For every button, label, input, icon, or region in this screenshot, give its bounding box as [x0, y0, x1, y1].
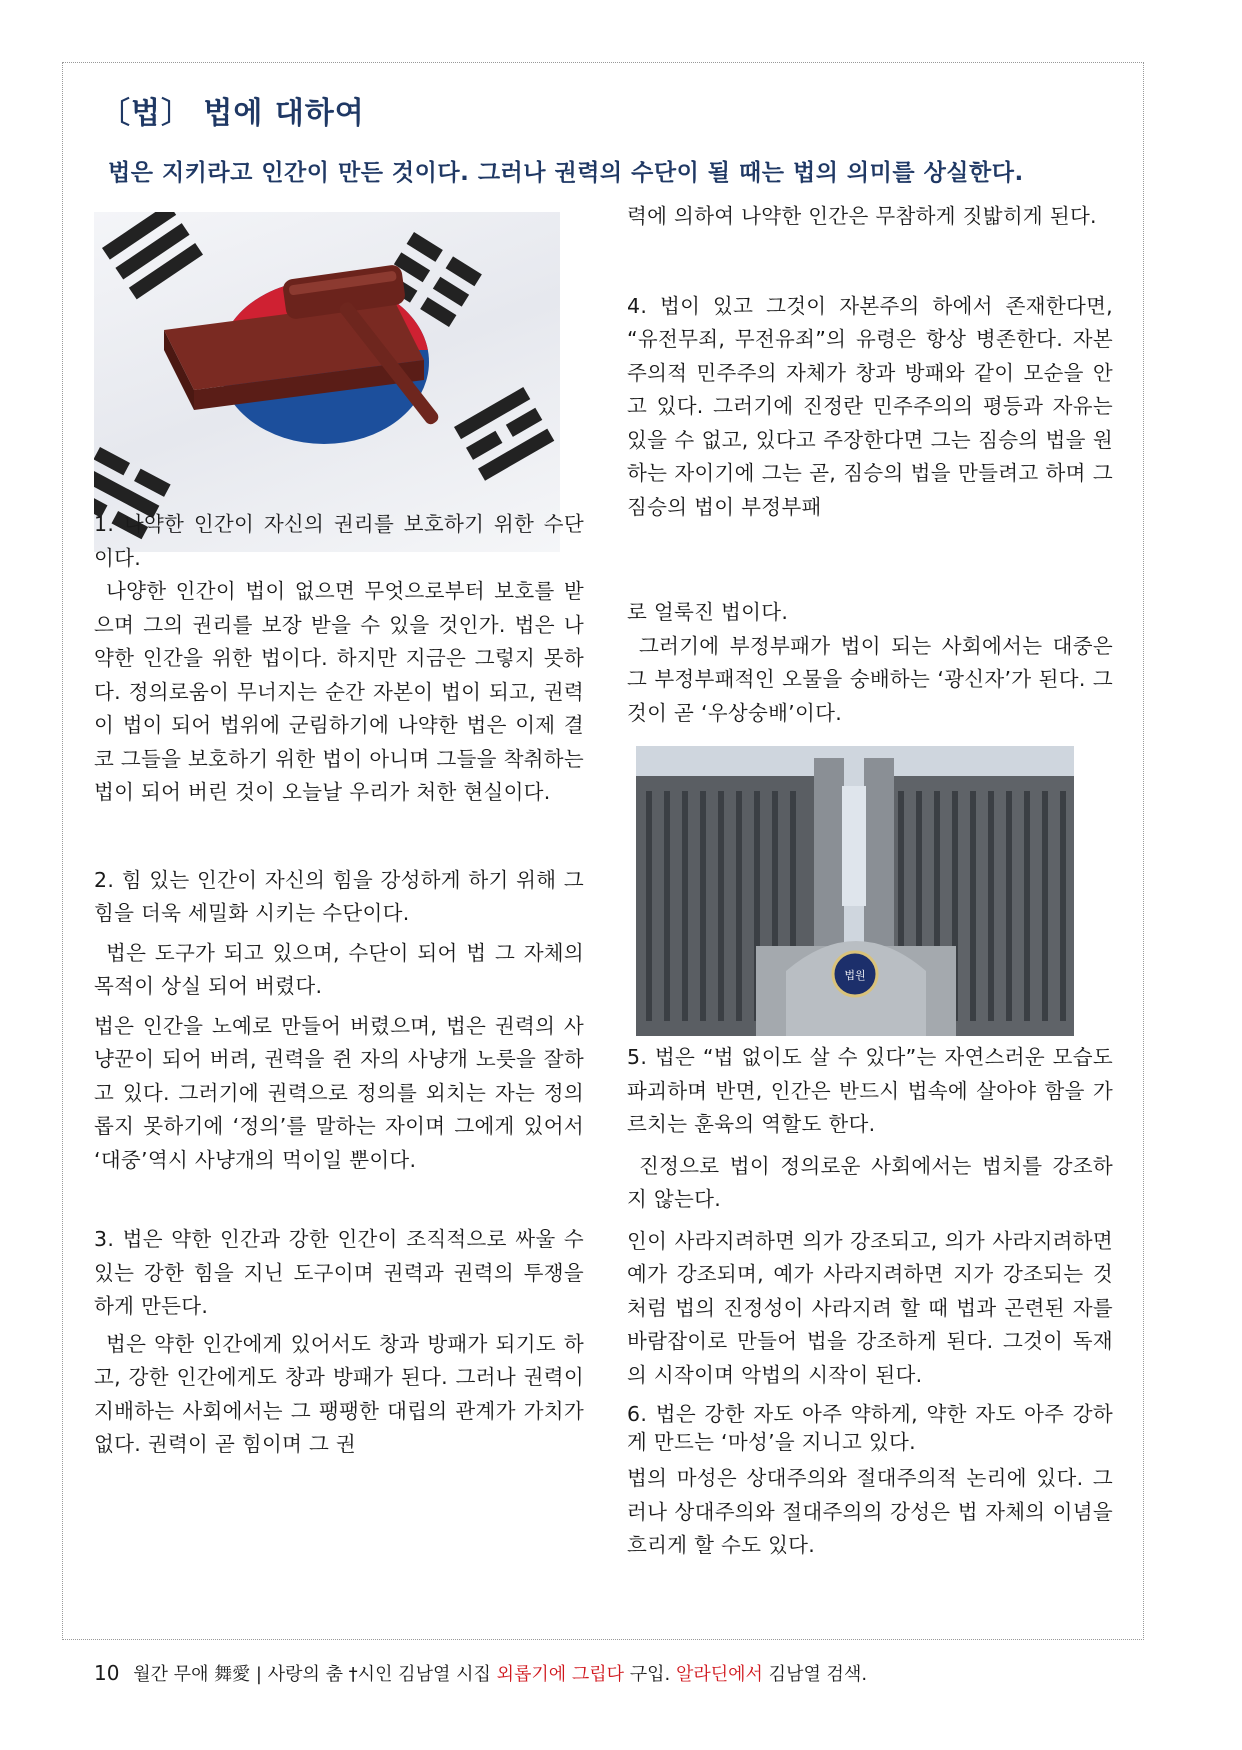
section-4-body-2: 그러기에 부정부패가 법이 되는 사회에서는 대중은 그 부정부패적인 오물을 숭배하는 ‘광신자’가 된다. 그것이 곧 ‘우상숭배’이다.: [627, 633, 1113, 725]
section-1-heading: 1. 나약한 인간이 자신의 권리를 보호하기 위한 수단이다.: [94, 512, 584, 570]
court-emblem-label: 법원: [844, 969, 866, 982]
page-footer: [94, 1660, 867, 1686]
section-3-body: 법은 약한 인간에게 있어서도 창과 방패가 되기도 하고, 강한 인간에게도 창과 방패가 된다. 그러나 권력이 지배하는 사회에서는 그 팽팽한 대립의 관계가 가치가 없다. 권력이 곧 힘이며 그 권: [94, 1331, 584, 1456]
section-3-heading: 3. 법은 약한 인간과 강한 인간이 조직적으로 싸울 수 있는 강한 힘을 지닌 도구이며 권력과 권력의 투쟁을 하게 만든다.: [94, 1227, 584, 1318]
section-5-body-2: 인이 사라지려하면 의가 강조되고, 의가 사라지려하면 예가 강조되며, 예가 사라지려하면 지가 강조되는 것처럼 법의 진정성이 사라지려 할 때 법과 곤련된 자를 바람잡이로 만들어 법을 강조하게 된다. 그것이 독재의 시작이며 악법의 시작이 된다.: [627, 1228, 1113, 1387]
section-2-heading: 2. 힘 있는 인간이 자신의 힘을 강성하게 하기 위해 그 힘을 더욱 세밀화 시키는 수단이다.: [94, 867, 584, 925]
flag-gavel-image: [94, 212, 560, 552]
section-5-heading: 5. 법은 “법 없이도 살 수 있다”는 자연스러운 모습도 파괴하며 반면, 인간은 반드시 법속에 살아야 함을 가르치는 훈육의 역할도 한다.: [627, 1045, 1113, 1136]
section-4-continued: 로 얼룩진 법이다.: [627, 600, 789, 624]
footer-store-name: 알라딘에서: [675, 1664, 763, 1685]
right-column-bottom: [627, 1041, 1113, 1563]
right-column-top: [627, 200, 1113, 524]
footer-text-3: 김남열 검색.: [768, 1664, 868, 1685]
section-1-body: 나양한 인간이 법이 없으면 무엇으로부터 보호를 받으며 그의 권리를 보장 받을 수 있을 것인가. 법은 나약한 인간을 위한 법이다. 하지만 지금은 그렇지 못하다. 정의로움이 무너지는 순간 자본이 법이 되고, 권력이 법이 되어 법위에 군림하기에 나약한 법은 이제 결코 그들을 보호하기 위한 법이 아니며 그들을 착취하는 법이 되어 버린 것이 오늘날 우리가 처한 현실이다.: [94, 579, 584, 804]
section-6-heading: 6. 법은 강한 자도 아주 약하게, 약한 자도 아주 강하게 만드는 ‘마성’을 지니고 있다.: [627, 1402, 1113, 1454]
section-2-body-2: 법은 인간을 노예로 만들어 버렸으며, 법은 권력의 사냥꾼이 되어 버려, 권력을 쥔 자의 사냥개 노릇을 잘하고 있다. 그러기에 권력으로 정의를 외치는 자는 정의롭지 못하기에 ‘정의’를 말하는 자이며 그에게 있어서 ‘대중’역시 사냥개의 먹이일 뿐이다.: [94, 1013, 584, 1172]
page-title: 〔법〕 법에 대하여: [100, 96, 365, 131]
page-subtitle: 법은 지키라고 인간이 만든 것이다. 그러나 권력의 수단이 될 때는 법의 의미를 상실한다.: [108, 160, 1024, 186]
courthouse-image: [636, 746, 1074, 1036]
right-column-mid: [627, 596, 1113, 730]
continued-text-1: 력에 의하여 나약한 인간은 무참하게 짓밟히게 된다.: [627, 204, 1097, 228]
section-4-body: 4. 법이 있고 그것이 자본주의 하에서 존재한다면, “유전무죄, 무전유죄”의 유령은 항상 병존한다. 자본주의적 민주주의 자체가 창과 방패와 같이 모순을 안고 있다. 그러기에 진정란 민주주의의 평등과 자유는 있을 수 없고, 있다고 주장한다면 그는 짐승의 법을 원하는 자이기에 그는 곧, 짐승의 법을 만들려고 하며 그 짐승의 법이 부정부패: [627, 293, 1113, 519]
footer-book-title: 외롭기에 그립다: [496, 1664, 625, 1685]
section-2-body-1: 법은 도구가 되고 있으며, 수단이 되어 법 그 자체의 목적이 상실 되어 버렸다.: [94, 940, 584, 998]
page-number: 10: [94, 1661, 120, 1685]
footer-text-2: 구입.: [629, 1664, 671, 1685]
footer-text-1: 월간 무애 舞愛 | 사랑의 춤 †시인 김남열 시집: [133, 1664, 491, 1685]
left-column: [94, 508, 584, 1462]
section-6-body: 법의 마성은 상대주의와 절대주의적 논리에 있다. 그러나 상대주의와 절대주의의 강성은 법 자체의 이념을 흐리게 할 수도 있다.: [627, 1466, 1113, 1557]
section-5-body-1: 진정으로 법이 정의로운 사회에서는 법치를 강조하지 않는다.: [627, 1153, 1113, 1211]
